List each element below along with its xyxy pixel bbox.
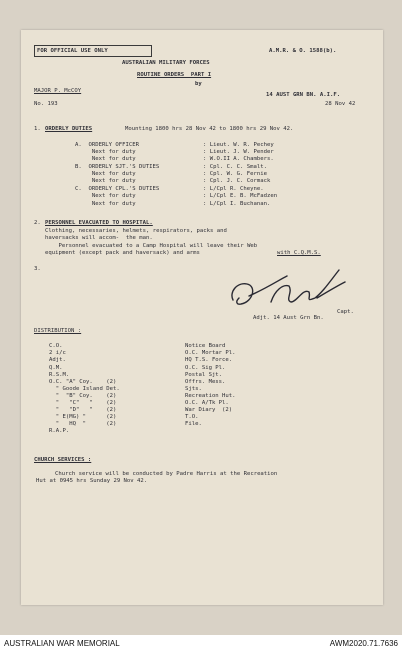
distribution-item: " "C" " (2)	[49, 400, 117, 406]
church-services-heading: CHURCH SERVICES :	[34, 457, 92, 463]
duty-label: Next for duty	[75, 171, 136, 177]
duty-label: Next for duty	[75, 149, 136, 155]
signature-title: Adjt. 14 Aust Grn Bn.	[253, 315, 324, 321]
distribution-item: Notice Board	[185, 343, 226, 349]
document-title: AUSTRALIAN MILITARY FORCES	[122, 60, 210, 66]
document-page	[21, 30, 383, 605]
duty-label: Next for duty	[75, 178, 136, 184]
duty-name: : W.O.II A. Chambers.	[203, 156, 274, 162]
order-date: 28 Nov 42	[325, 101, 356, 107]
distribution-item: Recreation Hut.	[185, 393, 236, 399]
distribution-heading: DISTRIBUTION :	[34, 328, 82, 334]
duty-name: : Cpl. J. C. Cormack	[203, 178, 271, 184]
distribution-item: O.C. A/Tk Pl.	[185, 400, 229, 406]
distribution-item: " HQ " (2)	[49, 421, 117, 427]
distribution-item: Q.M.	[49, 365, 63, 371]
issuing-officer: MAJOR P. McCOY	[34, 88, 82, 94]
duty-label: B. ORDERLY SJT.'S DUTIES	[75, 164, 160, 170]
signature-rank: Capt.	[337, 309, 354, 315]
archive-name: AUSTRALIAN WAR MEMORIAL	[4, 639, 120, 648]
distribution-item: O.C. "A" Coy. (2)	[49, 379, 117, 385]
distribution-item: War Diary (2)	[185, 407, 233, 413]
duty-name: : Lieut. W. R. Pechey	[203, 142, 274, 148]
section-1-mounting: Mounting 1800 hrs 28 Nov 42 to 1800 hrs 29 Nov 42.	[125, 126, 294, 132]
duty-name: : L/Cpl R. Cheyne.	[203, 186, 264, 192]
distribution-item: " "B" Coy. (2)	[49, 393, 117, 399]
duty-label: Next for duty	[75, 156, 136, 162]
duty-name: : Cpl. C. C. Smalt.	[203, 164, 267, 170]
distribution-item: R.S.M.	[49, 372, 70, 378]
duty-label: A. ORDERLY OFFICER	[75, 142, 139, 148]
distribution-item: " Goode Island Det.	[49, 386, 120, 392]
duty-label: Next for duty	[75, 193, 136, 199]
section-2-line: Personnel evacuated to a Camp Hospital will leave their Web	[45, 243, 258, 249]
document-subtitle: ROUTINE ORDERS PART I	[137, 72, 212, 78]
duty-name: : Lieut. J. W. Pender	[203, 149, 274, 155]
distribution-item: Postal Sjt.	[185, 372, 223, 378]
distribution-item: T.O.	[185, 414, 199, 420]
distribution-item: C.O.	[49, 343, 63, 349]
distribution-item: " "D" " (2)	[49, 407, 117, 413]
duty-label: Next for duty	[75, 201, 136, 207]
form-reference: A.M.R. & O. 1588(b).	[269, 48, 337, 54]
distribution-item: Adjt.	[49, 357, 66, 363]
section-2-line: haversacks will accom- the man.	[45, 235, 153, 241]
section-2-heading: PERSONNEL EVACUATED TO HOSPITAL.	[45, 220, 153, 226]
duty-label: C. ORDERLY CPL.'S DUTIES	[75, 186, 160, 192]
distribution-item: O.C. Sig Pl.	[185, 365, 226, 371]
distribution-item: O.C. Mortar Pl.	[185, 350, 236, 356]
duty-name: : L/Cpl E. B. McFadzen	[203, 193, 278, 199]
section-1-heading: ORDERLY DUTIES	[45, 126, 93, 132]
church-services-line: Church service will be conducted by Padre Harris at the Recreation	[55, 471, 278, 477]
distribution-item: Offrs. Mess.	[185, 379, 226, 385]
official-use-stamp: FOR OFFICIAL USE ONLY	[37, 48, 108, 54]
church-services-line: Hut at 0945 hrs Sunday 29 Nov 42.	[36, 478, 148, 484]
section-1-number: 1.	[34, 126, 41, 132]
section-3-number: 3.	[34, 266, 41, 272]
archive-accession-number: AWM2020.71.7636	[329, 639, 398, 648]
distribution-item: 2 i/c	[49, 350, 66, 356]
section-2-tail: with C.Q.M.S.	[277, 250, 321, 256]
distribution-item: HQ T.S. Force.	[185, 357, 233, 363]
duty-name: : L/Cpl I. Buchanan.	[203, 201, 271, 207]
unit-name: 14 AUST GRN BN. A.I.F.	[266, 92, 341, 98]
section-2-number: 2.	[34, 220, 41, 226]
section-2-line: Clothing, necessaries, helmets, respirators, packs and	[45, 228, 227, 234]
duty-name: : Cpl. W. G. Fernie	[203, 171, 267, 177]
section-2-line: equipment (except pack and haversack) and arms	[45, 250, 200, 256]
order-number: No. 193	[34, 101, 58, 107]
distribution-item: Sjts.	[185, 386, 202, 392]
distribution-item: R.A.P.	[49, 428, 70, 434]
distribution-item: " E(MG) " (2)	[49, 414, 117, 420]
distribution-item: File.	[185, 421, 202, 427]
by-text: by	[195, 81, 202, 87]
archive-footer	[0, 635, 402, 653]
